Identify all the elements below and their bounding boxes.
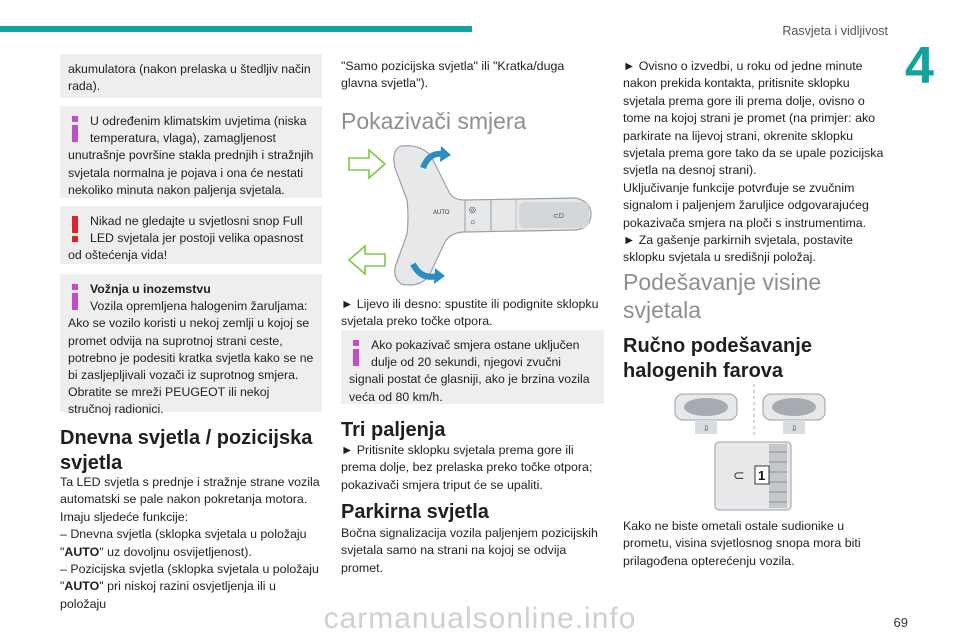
info-line-1: U određenim klimatskim uvjetima (niska	[90, 114, 307, 128]
parking-para-1: ► Ovisno o izvedbi, u roku od jedne minute nakon prekida kontakta, pritisnite sklopku svjetala prema gore ili prema dolje, ovisno o tome na kojoj strani je promet (na primjer: ako parkirate na lijevoj strani, okrenite sklopku svjetala prema gore tako da se upale pozicijska svjetla na desnoj strani).	[623, 59, 884, 178]
info-line: Vozila opremljena halogenim žaruljama:	[90, 299, 308, 314]
warning-box-led	[60, 206, 322, 264]
info-line-2: temperatura, vlaga), zamagljenost	[90, 131, 276, 146]
heading-headlamp-height: Podešavanje visine svjetala	[623, 269, 822, 323]
heading-parking-lights: Parkirna svjetla	[341, 501, 489, 523]
heading-daytime-lights: Dnevna svjetla / pozicijska svjetla	[60, 427, 313, 474]
steering-wheel-right-icon	[763, 394, 825, 434]
info-line-1: Ako pokazivač smjera ostane uključen	[371, 338, 580, 352]
turn-signal-stalk-illustration	[341, 142, 604, 290]
dial-value: 1	[758, 468, 766, 483]
headlamp-adjust-illustration	[623, 380, 885, 520]
info-box-condensation	[60, 106, 322, 198]
arrow-left-icon	[349, 246, 385, 274]
watermark: carmanualsonline.info	[323, 602, 637, 635]
heading-turn-signals: Pokazivači smjera	[341, 108, 527, 134]
parking-para-2: Uključivanje funkcije potvrđuje se zvučnim signalom i paljenjem žaruljice odgovarajućeg pokazivača smjera na ploči s instrumentima.	[623, 180, 869, 230]
info-box-turn-signal	[341, 330, 604, 404]
warning-line-2: LED svjetala jer postoji velika opasnost	[90, 231, 304, 246]
info-title: Vožnja u inozemstvu	[90, 282, 211, 296]
function-item-2: – Pozicijska svjetla (sklopka svjetala u položaju	[60, 562, 319, 577]
daytime-para: Ta LED svjetla s prednje i stražnje strane vozila automatski se pale nakon pokretanja motora.	[60, 475, 320, 507]
info-icon	[70, 284, 80, 310]
info-rest: signali postat će glasniji, ako je brzina vozila veća od 80 km/h.	[349, 372, 590, 404]
parking-lights-text: Bočna signalizacija vozila paljenjem pozicijskih svjetala samo na strani na kojoj se odvija promet.	[341, 526, 598, 575]
svg-text:⇩: ⇩	[703, 424, 710, 433]
section-header: Rasvjeta i vidljivost	[782, 24, 888, 38]
chapter-number: 4	[905, 37, 934, 95]
parking-instruction-text	[623, 58, 885, 267]
headlamp-load-text: Kako ne biste ometali ostale sudionike u prometu, visina svjetlosnog snopa mora biti prilagođena opterećenju vozila.	[623, 519, 861, 568]
warning-rest: od oštećenja vida!	[68, 248, 168, 263]
turn-signal-instruction: ► Lijevo ili desno: spustite ili podignite sklopku svjetala preko točke otpora.	[341, 297, 599, 329]
function-item-2-cont: "AUTO" pri niskoj razini osvjetljenja ili u položaju	[60, 579, 276, 611]
daytime-functions-line: Imaju sljedeće funkcije:	[60, 509, 189, 524]
info-box-battery	[60, 54, 322, 98]
arrow-right-icon	[349, 150, 385, 178]
headlamp-adjust-dial	[715, 442, 791, 510]
three-flashes-text: ► Pritisnite sklopku svjetala prema gore ili prema dolje, bez prelaska preko točke otpora; pokazivači smjera triput će se upaliti.	[341, 443, 593, 492]
parking-para-3: ► Za gašenje parkirnih svjetala, postavite sklopku svjetala u središnji položaj.	[623, 233, 853, 265]
info-icon	[70, 116, 80, 142]
svg-text:⊂D: ⊂D	[553, 213, 564, 220]
info-rest: Ako se vozilo koristi u nekoj zemlji u kojoj se promet odvija na suprotnoj strani ceste, potrebno je podesiti kratka svjetla kako se ne bi zasljepljivali vozači iz suprotnog smjera. Obratite se mreži PEUGEOT ili nekoj stručnoj radionici.	[68, 316, 314, 417]
svg-text:☼: ☼	[469, 217, 477, 226]
daytime-lights-text	[60, 474, 322, 613]
stalk-label-auto: AUTO	[433, 210, 450, 216]
info-icon	[351, 340, 361, 366]
svg-text:⇩: ⇩	[791, 424, 798, 433]
function-item-1: – Dnevna svjetla (sklopka svjetala u položaju	[60, 527, 307, 542]
warning-line-1: Nikad ne gledajte u svjetlosni snop Full	[90, 214, 303, 228]
svg-text:◎: ◎	[469, 205, 476, 214]
info-rest: unutrašnje površine stakla prednjih i stražnjih svjetala normalna je pojava i ona će nestati nekoliko minuta nakon paljenja svjetala.	[68, 148, 314, 197]
heading-manual-adjustment: Ručno podešavanje halogenih farova	[623, 335, 812, 382]
steering-wheel-left-icon	[675, 394, 737, 434]
heading-three-flashes: Tri paljenja	[341, 419, 446, 441]
warning-icon	[70, 216, 80, 242]
info-box-abroad	[60, 274, 322, 417]
function-item-1-cont: "AUTO" uz dovoljnu osvijetljenost).	[60, 544, 252, 559]
continuation-text: "Samo pozicijska svjetla" ili "Kratka/duga glavna svjetla").	[341, 59, 565, 91]
page-number: 69	[893, 615, 908, 630]
top-accent-bar	[0, 26, 472, 32]
info-line-2: dulje od 20 sekundi, njegovi zvučni	[371, 355, 562, 370]
svg-text:⊂: ⊂	[733, 467, 745, 483]
info-box-battery-text: akumulatora (nakon prelaska u štedljiv način rada).	[68, 62, 311, 94]
